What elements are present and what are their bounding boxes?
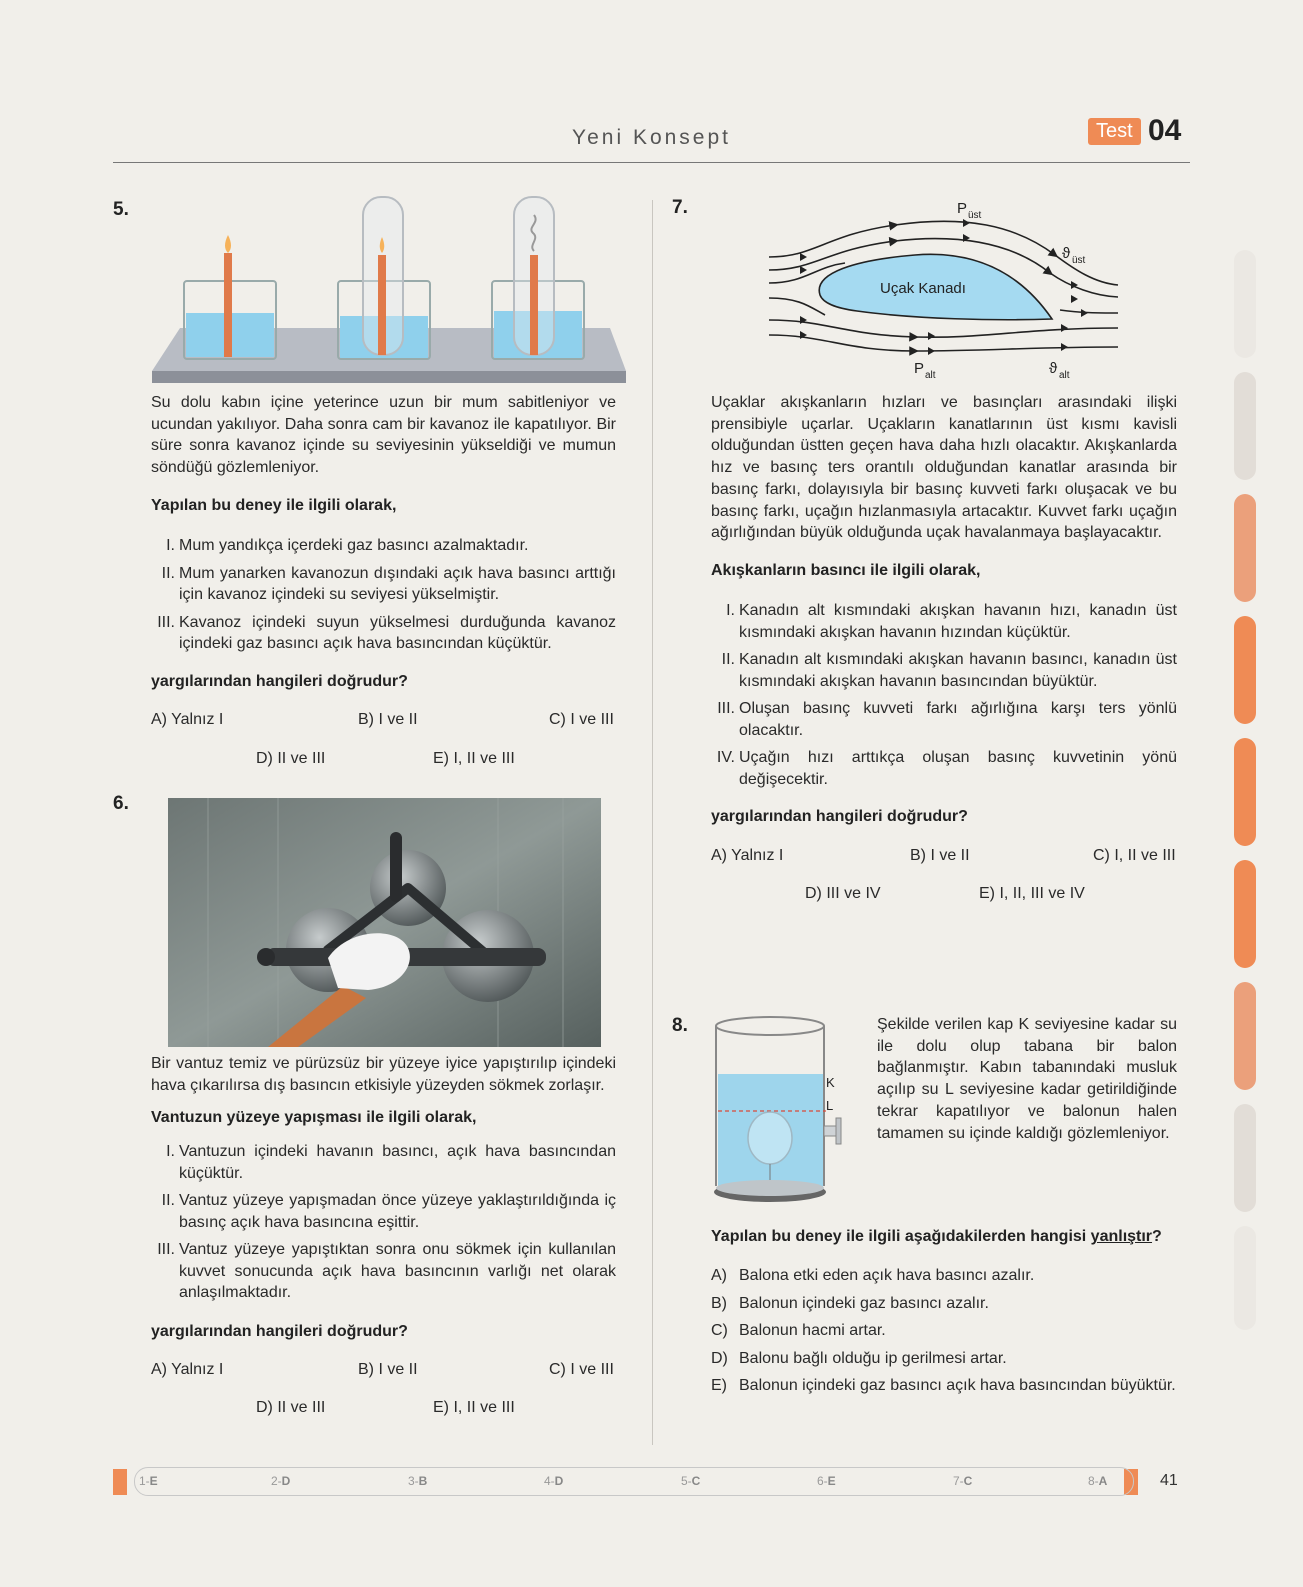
level-l-label: L <box>826 1098 834 1113</box>
side-tabs <box>1232 250 1256 1330</box>
page-number: 41 <box>1160 1472 1178 1489</box>
question-7-text: Uçaklar akışkanların hızları ve basınçları arasındaki ilişki prensibiyle uçarlar. Uçakların kanatlarının üst kısmı kavisli olduğundan üstten geçen hava daha hızlı olacaktır. Akışkanlarda hız ve basınç ters orantılı olduğundan kanatlar arasında bir basınç farkı, dolayısıyla bir basınç kuvveti farkı oluşacak ve bu basınç farkı, uçağın hızlanmasıyla artacaktır. Kuvvet farkı uçağın ağırlığından büyük olduğunda uçak havalanmaya başlayacaktır. <box>711 394 1177 542</box>
statement-item: I. Mum yandıkça içerdeki gaz basıncı azalmaktadır. <box>166 537 529 554</box>
question-7-prompt: Akışkanların basıncı ile ilgili olarak, <box>711 562 981 579</box>
statement-item: II. Mum yanarken kavanozun dışındaki açık hava basıncı arttığı için kavanoz içindeki su seviyesi yükselmiştir. <box>161 564 616 603</box>
p-bottom-sub: alt <box>925 370 936 381</box>
beaker-2 <box>338 197 430 359</box>
wing-label: Uçak Kanadı <box>880 280 966 297</box>
question-5-text: Su dolu kabın içine yeterince uzun bir mum sabitleniyor ve ucundan yakılıyor. Daha sonra cam bir kavanoz ile kapatılıyor. Bir süre sonra kavanoz içinde su seviyesinin yükseldiği ve mumun söndüğü gözlemleniyor. <box>151 394 616 477</box>
statement-item: II. Kanadın alt kısmındaki akışkan havanın basıncı, kanadın üst kısmındaki akışkan havanın basıncından büyüktür. <box>721 651 1177 690</box>
header-divider <box>113 162 1190 163</box>
q5-option-c[interactable]: C) I ve III <box>549 711 614 728</box>
question-5-prompt: Yapılan bu deney ile ilgili olarak, <box>151 497 397 514</box>
q8-option-d[interactable]: D) Balonu bağlı olduğu ip gerilmesi artar. <box>711 1349 1007 1367</box>
question-8-prompt: Yapılan bu deney ile ilgili aşağıdakilerden hangisi yanlıştır? <box>711 1228 1162 1245</box>
question-7-question: yargılarından hangileri doğrudur? <box>711 808 968 825</box>
q8-option-a[interactable]: A) Balona etki eden açık hava basıncı azalır. <box>711 1267 1035 1284</box>
q5-option-d[interactable]: D) II ve III <box>256 750 326 767</box>
statement-item: III. Vantuz yüzeye yapıştıktan sonra onu sökmek için kullanılan kuvvet sonucunda açık hava basıncının varlığı net olarak anlaşılmaktadır. <box>157 1241 616 1301</box>
q7-option-e[interactable]: E) I, II, III ve IV <box>979 885 1085 902</box>
statement-item: III. Oluşan basınç kuvveti farkı ağırlığına karşı ters yönlü olacaktır. <box>717 700 1177 739</box>
q7-option-b[interactable]: B) I ve II <box>910 847 970 864</box>
question-7-statements <box>711 600 1177 790</box>
beaker-1 <box>184 235 276 359</box>
test-label-badge: Test <box>1088 118 1141 145</box>
q7-option-c[interactable]: C) I, II ve III <box>1093 847 1176 864</box>
q6-option-b[interactable]: B) I ve II <box>358 1361 418 1378</box>
question-8-options <box>711 1265 1177 1397</box>
answer-key-item: 6-E <box>817 1474 836 1488</box>
v-bottom-label: ϑ <box>1049 360 1058 377</box>
answer-key-item: 5-C <box>681 1474 701 1488</box>
v-bottom-sub: alt <box>1059 370 1070 381</box>
statement-item: II. Vantuz yüzeye yapışmadan önce yüzeye yaklaştırıldığında iç basınç açık hava basıncına eşittir. <box>161 1192 616 1231</box>
answer-key-item: 1-E <box>139 1474 158 1488</box>
beaker-3 <box>492 197 584 359</box>
test-number: 04 <box>1148 114 1182 147</box>
running-header-title: Yeni Konsept <box>572 126 731 149</box>
q8-option-e[interactable]: E) Balonun içindeki gaz basıncı açık hava basıncından büyüktür. <box>711 1377 1176 1394</box>
answer-key-item: 8-A <box>1088 1474 1108 1488</box>
q8-option-c[interactable]: C) Balonun hacmi artar. <box>711 1322 886 1339</box>
q6-option-d[interactable]: D) II ve III <box>256 1399 326 1416</box>
candle-jar-experiment-figure <box>150 193 626 388</box>
q6-option-e[interactable]: E) I, II ve III <box>433 1399 515 1416</box>
emphasis-word: yanlıştır <box>1090 1228 1153 1245</box>
q5-option-a[interactable]: A) Yalnız I <box>151 711 224 728</box>
v-top-sub: üst <box>1072 255 1086 266</box>
suction-cup-photo <box>168 798 601 1047</box>
p-top-sub: üst <box>968 210 982 221</box>
question-6-statements <box>151 1141 616 1304</box>
question-6-prompt: Vantuzun yüzeye yapışması ile ilgili olarak, <box>151 1109 477 1126</box>
question-5-number: 5. <box>113 199 129 220</box>
q5-option-e[interactable]: E) I, II ve III <box>433 750 515 767</box>
question-8-text: Şekilde verilen kap K seviyesine kadar su ile dolu olup tabana bir balon bağlanmıştır. Kabın tabanındaki musluk açılıp su L seviyesine kadar getirildiğinde tekrar kapatılıyor ve balonun halen tamamen su içinde kaldığı gözlemleniyor. <box>877 1016 1177 1142</box>
q6-option-a[interactable]: A) Yalnız I <box>151 1361 224 1378</box>
q7-option-d[interactable]: D) III ve IV <box>805 885 881 902</box>
statement-item: I. Vantuzun içindeki havanın basıncı, açık hava basıncından küçüktür. <box>166 1143 616 1182</box>
question-6-question: yargılarından hangileri doğrudur? <box>151 1323 408 1340</box>
v-top-label: ϑ <box>1062 245 1071 262</box>
q7-option-a[interactable]: A) Yalnız I <box>711 847 784 864</box>
airfoil-streamline-figure <box>765 195 1125 390</box>
level-k-label: K <box>826 1075 835 1090</box>
footer-mark-left <box>113 1469 127 1495</box>
question-8-number: 8. <box>672 1015 688 1036</box>
answer-key-item: 3-B <box>408 1474 428 1488</box>
q5-option-b[interactable]: B) I ve II <box>358 711 418 728</box>
q6-option-c[interactable]: C) I ve III <box>549 1361 614 1378</box>
statement-item: III. Kavanoz içindeki suyun yükselmesi durduğunda kavanoz içindeki gaz basıncı açık hava basıncından küçüktür. <box>157 613 616 652</box>
question-6-text: Bir vantuz temiz ve pürüzsüz bir yüzeye iyice yapıştırılıp içindeki hava çıkarılırsa dış basıncın etkisiyle yüzeyden sökmek zorlaşır. <box>151 1055 616 1094</box>
statement-item: I. Kanadın alt kısmındaki akışkan havanın hızı, kanadın üst kısmındaki akışkan havanın hızından küçüktür. <box>726 602 1177 641</box>
question-7-number: 7. <box>672 197 688 218</box>
column-divider <box>652 200 653 1445</box>
statement-item: IV. Uçağın hızı arttıkça oluşan basınç kuvvetinin yönü değişecektir. <box>716 749 1177 788</box>
q8-option-b[interactable]: B) Balonun içindeki gaz basıncı azalır. <box>711 1294 989 1312</box>
p-bottom-label: P <box>914 360 925 377</box>
question-5-question: yargılarından hangileri doğrudur? <box>151 673 408 690</box>
answer-key-item: 4-D <box>544 1474 564 1488</box>
question-5-statements <box>151 535 616 655</box>
question-6-number: 6. <box>113 793 129 814</box>
p-top-label: P <box>957 200 968 217</box>
answer-key-item: 2-D <box>271 1474 291 1488</box>
answer-key-item: 7-C <box>953 1474 973 1488</box>
balloon-container-figure <box>708 1014 858 1210</box>
